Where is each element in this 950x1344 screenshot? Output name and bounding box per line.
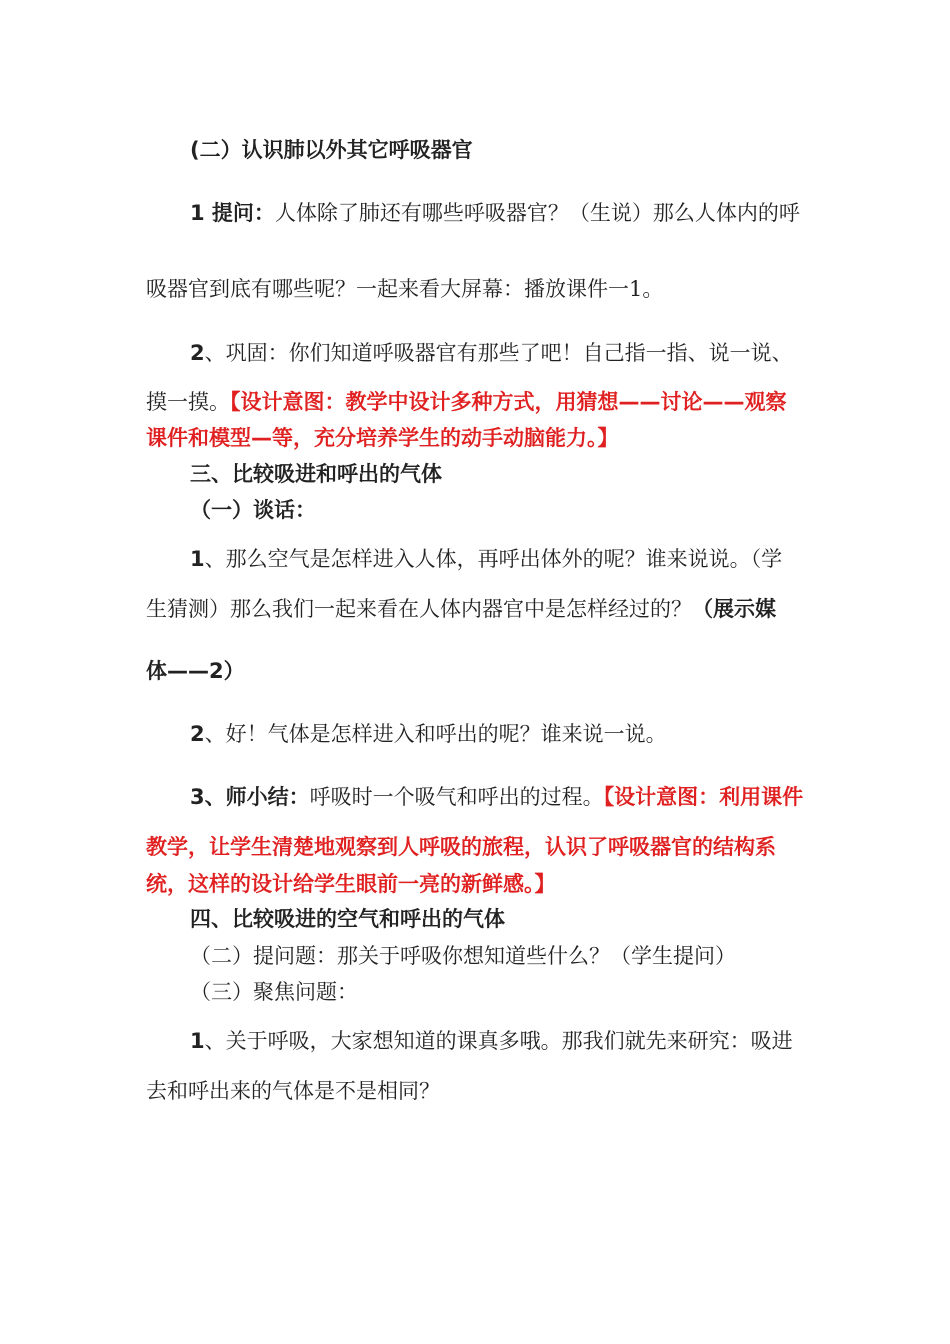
question-1-media-note: （展示媒 — [692, 597, 776, 621]
paragraph-2-text: 、巩固：你们知道呼吸器官有那些了吧！自己指一指、说一说、 — [204, 341, 793, 365]
question-2 — [190, 720, 667, 748]
paragraph-2 — [190, 339, 793, 367]
design-intent-1-line-1: 【设计意图：教学中设计多种方式，用猜想——讨论——观察 — [230, 390, 787, 414]
paragraph-1 — [190, 199, 800, 227]
paragraph-2-cont-text: 摸一摸。 — [146, 390, 230, 414]
question-1-media-note-end: 体——2） — [146, 659, 245, 683]
design-intent-1-line-2: 课件和模型—等，充分培养学生的动手动脑能力。】 — [146, 426, 619, 450]
question-2-number: 2 — [190, 722, 205, 746]
section-4-subheading-2: （二）提问题：那关于呼吸你想知道些什么？（学生提问） — [190, 944, 736, 968]
question-1-text: 、那么空气是怎样进入人体，再呼出体外的呢？谁来说说。（学 — [204, 547, 783, 571]
design-intent-2-line-2: 教学，让学生清楚地观察到人呼吸的旅程，认识了呼吸器官的结构系 — [146, 835, 776, 859]
research-1 — [190, 1027, 793, 1055]
section-4-subheading-3: （三）聚焦问题： — [190, 980, 358, 1004]
question-1-cont-text: 生猜测）那么我们一起来看在人体内器官中是怎样经过的？ — [146, 597, 692, 621]
research-1-continued: 去和呼出来的气体是不是相同？ — [146, 1079, 440, 1103]
summary-label: 3、师小结： — [190, 785, 310, 809]
paragraph-1-continued — [146, 275, 663, 303]
question-1-number: 1 — [190, 547, 205, 571]
design-intent-2-line-1: 【设计意图：利用课件 — [603, 785, 804, 809]
paragraph-2-number: 2 — [190, 341, 205, 365]
summary-text: 呼吸时一个吸气和呼出的过程。 — [309, 785, 604, 809]
research-1-text: 、关于呼吸，大家想知道的课真多哦。那我们就先来研究：吸进 — [204, 1029, 793, 1053]
paragraph-1-cont-text: 吸器官到底有哪些呢？一起来看大屏幕：播放课件一 — [146, 277, 629, 301]
paragraph-2-continued — [146, 388, 787, 416]
research-1-number: 1 — [190, 1029, 205, 1053]
section-3-heading: 三、比较吸进和呼出的气体 — [190, 462, 442, 486]
summary — [190, 783, 803, 811]
paragraph-1-tail: 1。 — [629, 277, 664, 301]
question-1-continued — [146, 595, 776, 623]
section-2-heading: (二）认识肺以外其它呼吸器官 — [190, 138, 473, 162]
paragraph-1-label: 1 提问： — [190, 201, 275, 225]
design-intent-2-line-3: 统，这样的设计给学生眼前一亮的新鲜感。】 — [146, 872, 556, 896]
question-2-text: 、好！气体是怎样进入和呼出的呢？谁来说一说。 — [204, 722, 667, 746]
paragraph-1-text: 人体除了肺还有哪些呼吸器官？（生说）那么人体内的呼 — [274, 201, 800, 225]
section-4-heading: 四、比较吸进的空气和呼出的气体 — [190, 907, 505, 931]
section-3-subheading: （一）谈话： — [190, 498, 316, 522]
question-1 — [190, 545, 782, 573]
